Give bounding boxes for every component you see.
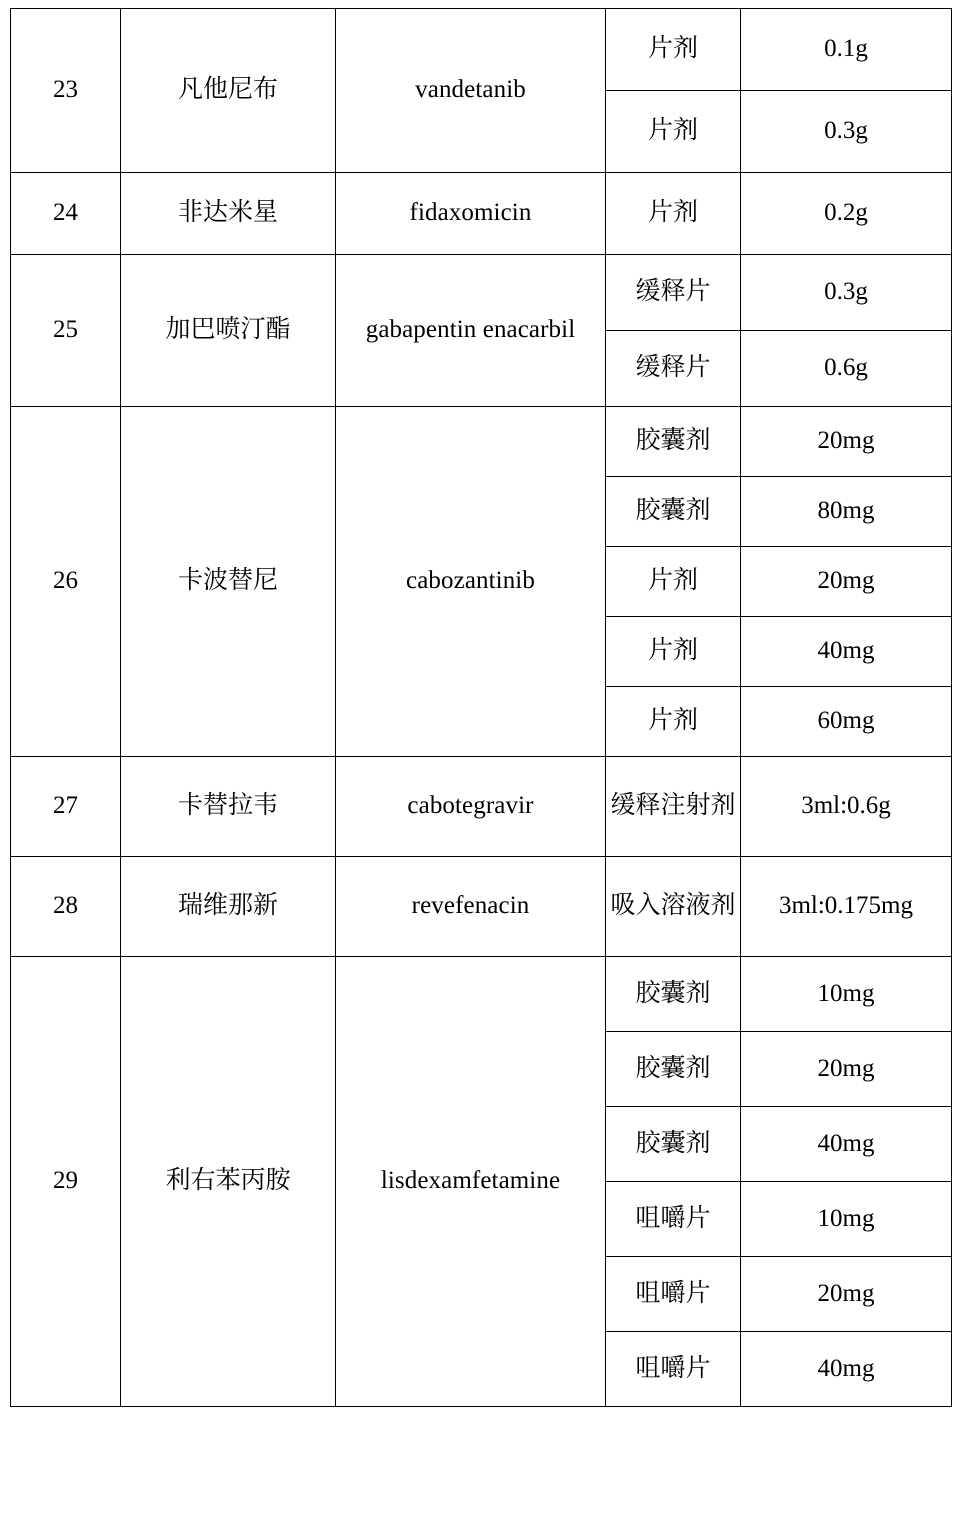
cell-index: 29 xyxy=(11,957,121,1407)
cell-drug-name-en: lisdexamfetamine xyxy=(336,957,606,1407)
cell-drug-name-cn: 凡他尼布 xyxy=(121,9,336,173)
cell-dosage-form: 咀嚼片 xyxy=(606,1257,741,1332)
cell-specification: 80mg xyxy=(741,477,952,547)
cell-index: 23 xyxy=(11,9,121,173)
cell-specification: 20mg xyxy=(741,407,952,477)
cell-drug-name-cn: 卡替拉韦 xyxy=(121,757,336,857)
cell-drug-name-cn: 卡波替尼 xyxy=(121,407,336,757)
cell-drug-name-cn: 非达米星 xyxy=(121,173,336,255)
cell-dosage-form: 片剂 xyxy=(606,91,741,173)
cell-drug-name-en: vandetanib xyxy=(336,9,606,173)
cell-specification: 10mg xyxy=(741,1182,952,1257)
cell-drug-name-en: cabozantinib xyxy=(336,407,606,757)
table-row xyxy=(11,407,952,477)
cell-drug-name-en: cabotegravir xyxy=(336,757,606,857)
cell-index: 24 xyxy=(11,173,121,255)
cell-drug-name-en: revefenacin xyxy=(336,857,606,957)
cell-specification: 0.3g xyxy=(741,255,952,331)
cell-drug-name-en: gabapentin enacarbil xyxy=(336,255,606,407)
cell-specification: 3ml:0.175mg xyxy=(741,857,952,957)
cell-specification: 0.1g xyxy=(741,9,952,91)
cell-dosage-form: 缓释注射剂 xyxy=(606,757,741,857)
cell-specification: 0.2g xyxy=(741,173,952,255)
cell-dosage-form: 咀嚼片 xyxy=(606,1332,741,1407)
table-row xyxy=(11,957,952,1032)
cell-specification: 40mg xyxy=(741,1332,952,1407)
cell-index: 27 xyxy=(11,757,121,857)
drug-list-table xyxy=(10,8,952,1407)
cell-index: 28 xyxy=(11,857,121,957)
table-row xyxy=(11,173,952,255)
cell-specification: 0.3g xyxy=(741,91,952,173)
table-row xyxy=(11,9,952,91)
table-row xyxy=(11,255,952,331)
cell-index: 25 xyxy=(11,255,121,407)
cell-dosage-form: 胶囊剂 xyxy=(606,477,741,547)
table-row xyxy=(11,857,952,957)
table-row xyxy=(11,757,952,857)
cell-dosage-form: 咀嚼片 xyxy=(606,1182,741,1257)
cell-dosage-form: 片剂 xyxy=(606,173,741,255)
cell-dosage-form: 胶囊剂 xyxy=(606,1032,741,1107)
cell-dosage-form: 胶囊剂 xyxy=(606,957,741,1032)
cell-drug-name-cn: 利右苯丙胺 xyxy=(121,957,336,1407)
cell-specification: 20mg xyxy=(741,547,952,617)
cell-dosage-form: 吸入溶液剂 xyxy=(606,857,741,957)
cell-specification: 10mg xyxy=(741,957,952,1032)
cell-specification: 3ml:0.6g xyxy=(741,757,952,857)
cell-specification: 40mg xyxy=(741,1107,952,1182)
cell-specification: 20mg xyxy=(741,1032,952,1107)
cell-dosage-form: 片剂 xyxy=(606,9,741,91)
cell-index: 26 xyxy=(11,407,121,757)
cell-dosage-form: 片剂 xyxy=(606,617,741,687)
cell-specification: 40mg xyxy=(741,617,952,687)
cell-dosage-form: 片剂 xyxy=(606,687,741,757)
cell-dosage-form: 胶囊剂 xyxy=(606,1107,741,1182)
cell-drug-name-en: fidaxomicin xyxy=(336,173,606,255)
cell-specification: 60mg xyxy=(741,687,952,757)
cell-specification: 20mg xyxy=(741,1257,952,1332)
cell-dosage-form: 胶囊剂 xyxy=(606,407,741,477)
cell-specification: 0.6g xyxy=(741,331,952,407)
cell-drug-name-cn: 加巴喷汀酯 xyxy=(121,255,336,407)
cell-dosage-form: 缓释片 xyxy=(606,331,741,407)
cell-dosage-form: 缓释片 xyxy=(606,255,741,331)
cell-drug-name-cn: 瑞维那新 xyxy=(121,857,336,957)
cell-dosage-form: 片剂 xyxy=(606,547,741,617)
